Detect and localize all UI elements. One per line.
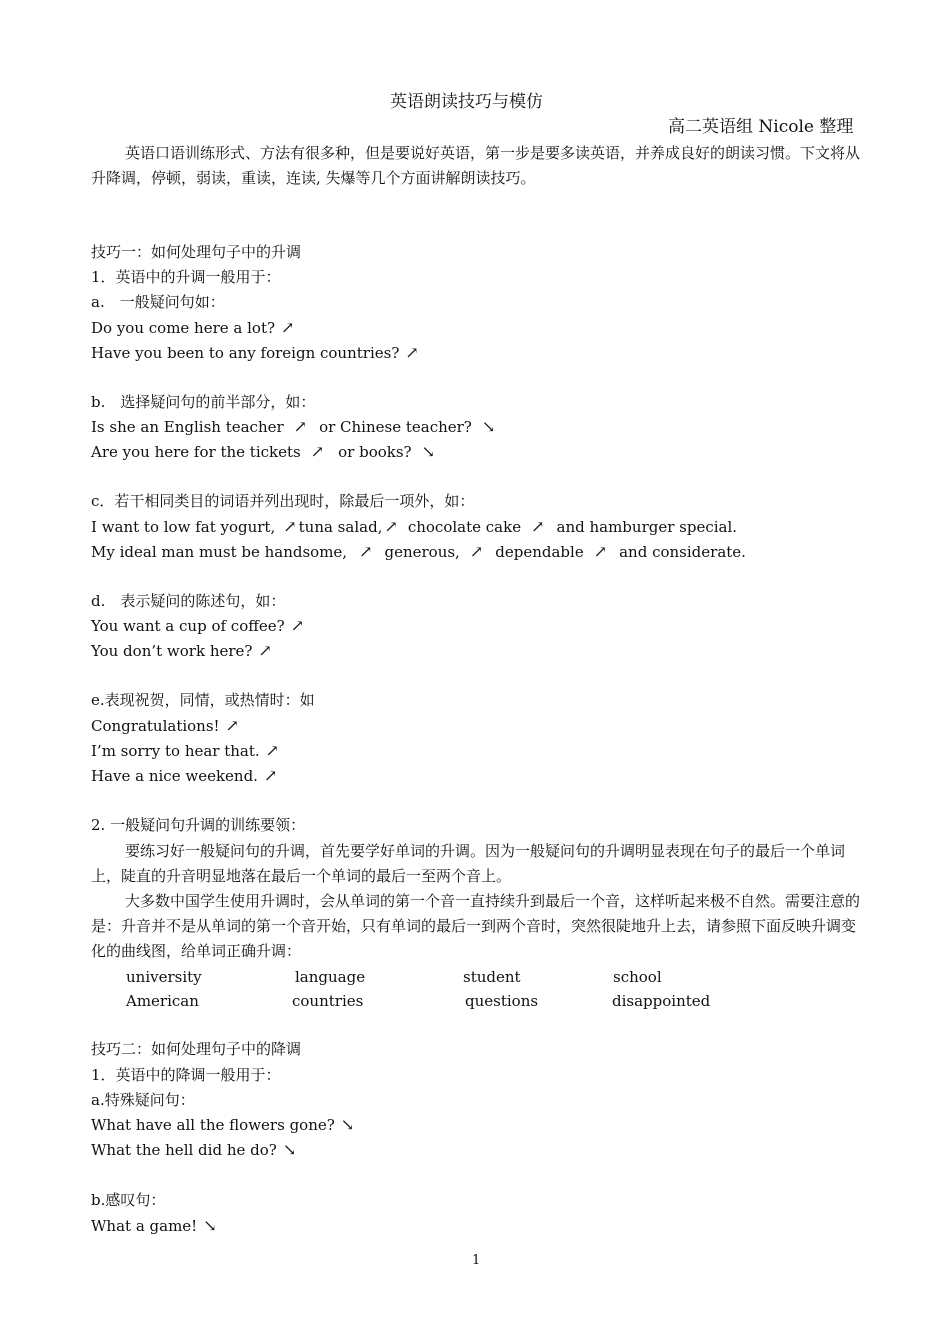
example-text: and hamburger special.	[556, 518, 738, 536]
example-line	[91, 417, 495, 437]
example-line	[91, 542, 746, 562]
tip1-c-label: c．若干相同类目的词语并列出现时，除最后一项外，如：	[91, 492, 475, 510]
rising-arrow-icon: ↗	[469, 542, 484, 561]
example-line	[91, 616, 304, 636]
tip1-point1: 1．英语中的升调一般用于：	[91, 268, 281, 286]
tip2-b-label: b.感叹句：	[91, 1191, 166, 1209]
rising-arrow-icon: ↗	[310, 442, 325, 461]
example-line	[91, 716, 239, 736]
rising-arrow-icon: ↗	[593, 542, 608, 561]
example-text: I want to low fat yogurt,	[91, 518, 276, 536]
rising-arrow-icon: ↗	[290, 616, 305, 635]
example-line	[91, 1140, 296, 1160]
example-text: or Chinese teacher?	[319, 418, 472, 436]
rising-arrow-icon: ↗	[405, 343, 419, 362]
practice-word: language	[295, 968, 366, 986]
tip1-heading: 技巧一：如何处理句子中的升调	[91, 243, 302, 261]
example-text: and considerate.	[619, 543, 746, 561]
rising-arrow-icon: ↗	[359, 542, 373, 561]
rising-arrow-icon: ↗	[283, 517, 297, 536]
page-number: 1	[472, 1253, 481, 1268]
example-line	[91, 1216, 217, 1236]
example-text: Have a nice weekend.	[91, 767, 258, 785]
tip1-a-label: a. 一般疑问句如：	[91, 293, 225, 311]
training-paragraph-2: 大多数中国学生使用升调时，会从单词的第一个音一直持续升到最后一个音，这样听起来极不自然。需要注意的是：升音并不是从单词的第一个音开始，只有单词的最后一到两个音时，突然很陡地升上去，请参照下面反映升调变化的曲线图，给单词正确升调：	[91, 892, 861, 960]
example-line	[91, 641, 272, 661]
example-text: What the hell did he do?	[91, 1141, 277, 1159]
example-line	[91, 1115, 354, 1135]
rising-arrow-icon: ↗	[263, 766, 278, 785]
example-text: tuna salad,	[298, 518, 383, 536]
tip2-a-label: a.特殊疑问句：	[91, 1091, 195, 1109]
document-title: 英语朗读技巧与模仿	[390, 92, 543, 112]
rising-arrow-icon: ↗	[384, 517, 398, 536]
intro-paragraph: 英语口语训练形式、方法有很多种，但是要说好英语，第一步是要多读英语，并养成良好的朗读习惯。下文将从升降调，停顿，弱读，重读，连读, 失爆等几个方面讲解朗读技巧。	[91, 144, 861, 187]
tip1-d-label: d. 表示疑问的陈述句，如：	[91, 592, 286, 610]
rising-arrow-icon: ↗	[225, 716, 239, 735]
falling-arrow-icon: ↘	[421, 442, 435, 461]
example-line	[91, 517, 737, 537]
example-text: generous,	[384, 543, 460, 561]
example-text: or books?	[338, 443, 412, 461]
example-text: dependable	[495, 543, 584, 561]
author-line: 高二英语组 Nicole 整理	[668, 117, 854, 137]
example-line	[91, 442, 435, 462]
example-text: I’m sorry to hear that.	[91, 742, 260, 760]
example-text: What a game!	[91, 1217, 198, 1235]
practice-word: American	[126, 992, 199, 1010]
rising-arrow-icon: ↗	[265, 741, 280, 760]
example-text: chocolate cake	[407, 518, 522, 536]
training-paragraph-1: 要练习好一般疑问句的升调，首先要学好单词的升调。因为一般疑问句的升调明显表现在句子的最后一个单词上，陡直的升音明显地落在最后一个单词的最后一至两个音上。	[91, 842, 846, 885]
tip1-b-label: b. 选择疑问句的前半部分，如：	[91, 393, 316, 411]
rising-arrow-icon: ↗	[281, 318, 295, 337]
example-text: Is she an English teacher	[91, 418, 284, 436]
tip1-point2: 2. 一般疑问句升调的训练要领：	[91, 816, 306, 834]
rising-arrow-icon: ↗	[293, 417, 308, 436]
falling-arrow-icon: ↘	[203, 1216, 217, 1235]
example-text: You don’t work here?	[91, 642, 253, 660]
practice-word: questions	[465, 992, 539, 1010]
practice-word: countries	[292, 992, 364, 1010]
example-line	[91, 766, 277, 786]
example-text: What have all the flowers gone?	[91, 1116, 335, 1134]
rising-arrow-icon: ↗	[258, 641, 272, 660]
tip2-heading: 技巧二：如何处理句子中的降调	[91, 1040, 302, 1058]
example-text: Do you come here a lot?	[91, 319, 276, 337]
practice-word: disappointed	[612, 992, 711, 1010]
tip2-point1: 1．英语中的降调一般用于：	[91, 1066, 281, 1084]
example-text: Are you here for the tickets	[91, 443, 301, 461]
example-text: Congratulations!	[91, 717, 220, 735]
practice-word: school	[613, 968, 662, 986]
practice-word: student	[463, 968, 521, 986]
rising-arrow-icon: ↗	[531, 517, 545, 536]
example-line	[91, 741, 279, 761]
example-text: My ideal man must be handsome,	[91, 543, 348, 561]
example-text: You want a cup of coffee?	[91, 617, 285, 635]
example-text: Have you been to any foreign countries?	[91, 344, 400, 362]
falling-arrow-icon: ↘	[340, 1115, 355, 1134]
falling-arrow-icon: ↘	[481, 417, 496, 436]
falling-arrow-icon: ↘	[282, 1140, 297, 1159]
example-line	[91, 343, 419, 363]
tip1-e-label: e.表现祝贺，同情，或热情时：如	[91, 691, 315, 709]
example-line	[91, 318, 294, 338]
practice-word: university	[126, 968, 202, 986]
